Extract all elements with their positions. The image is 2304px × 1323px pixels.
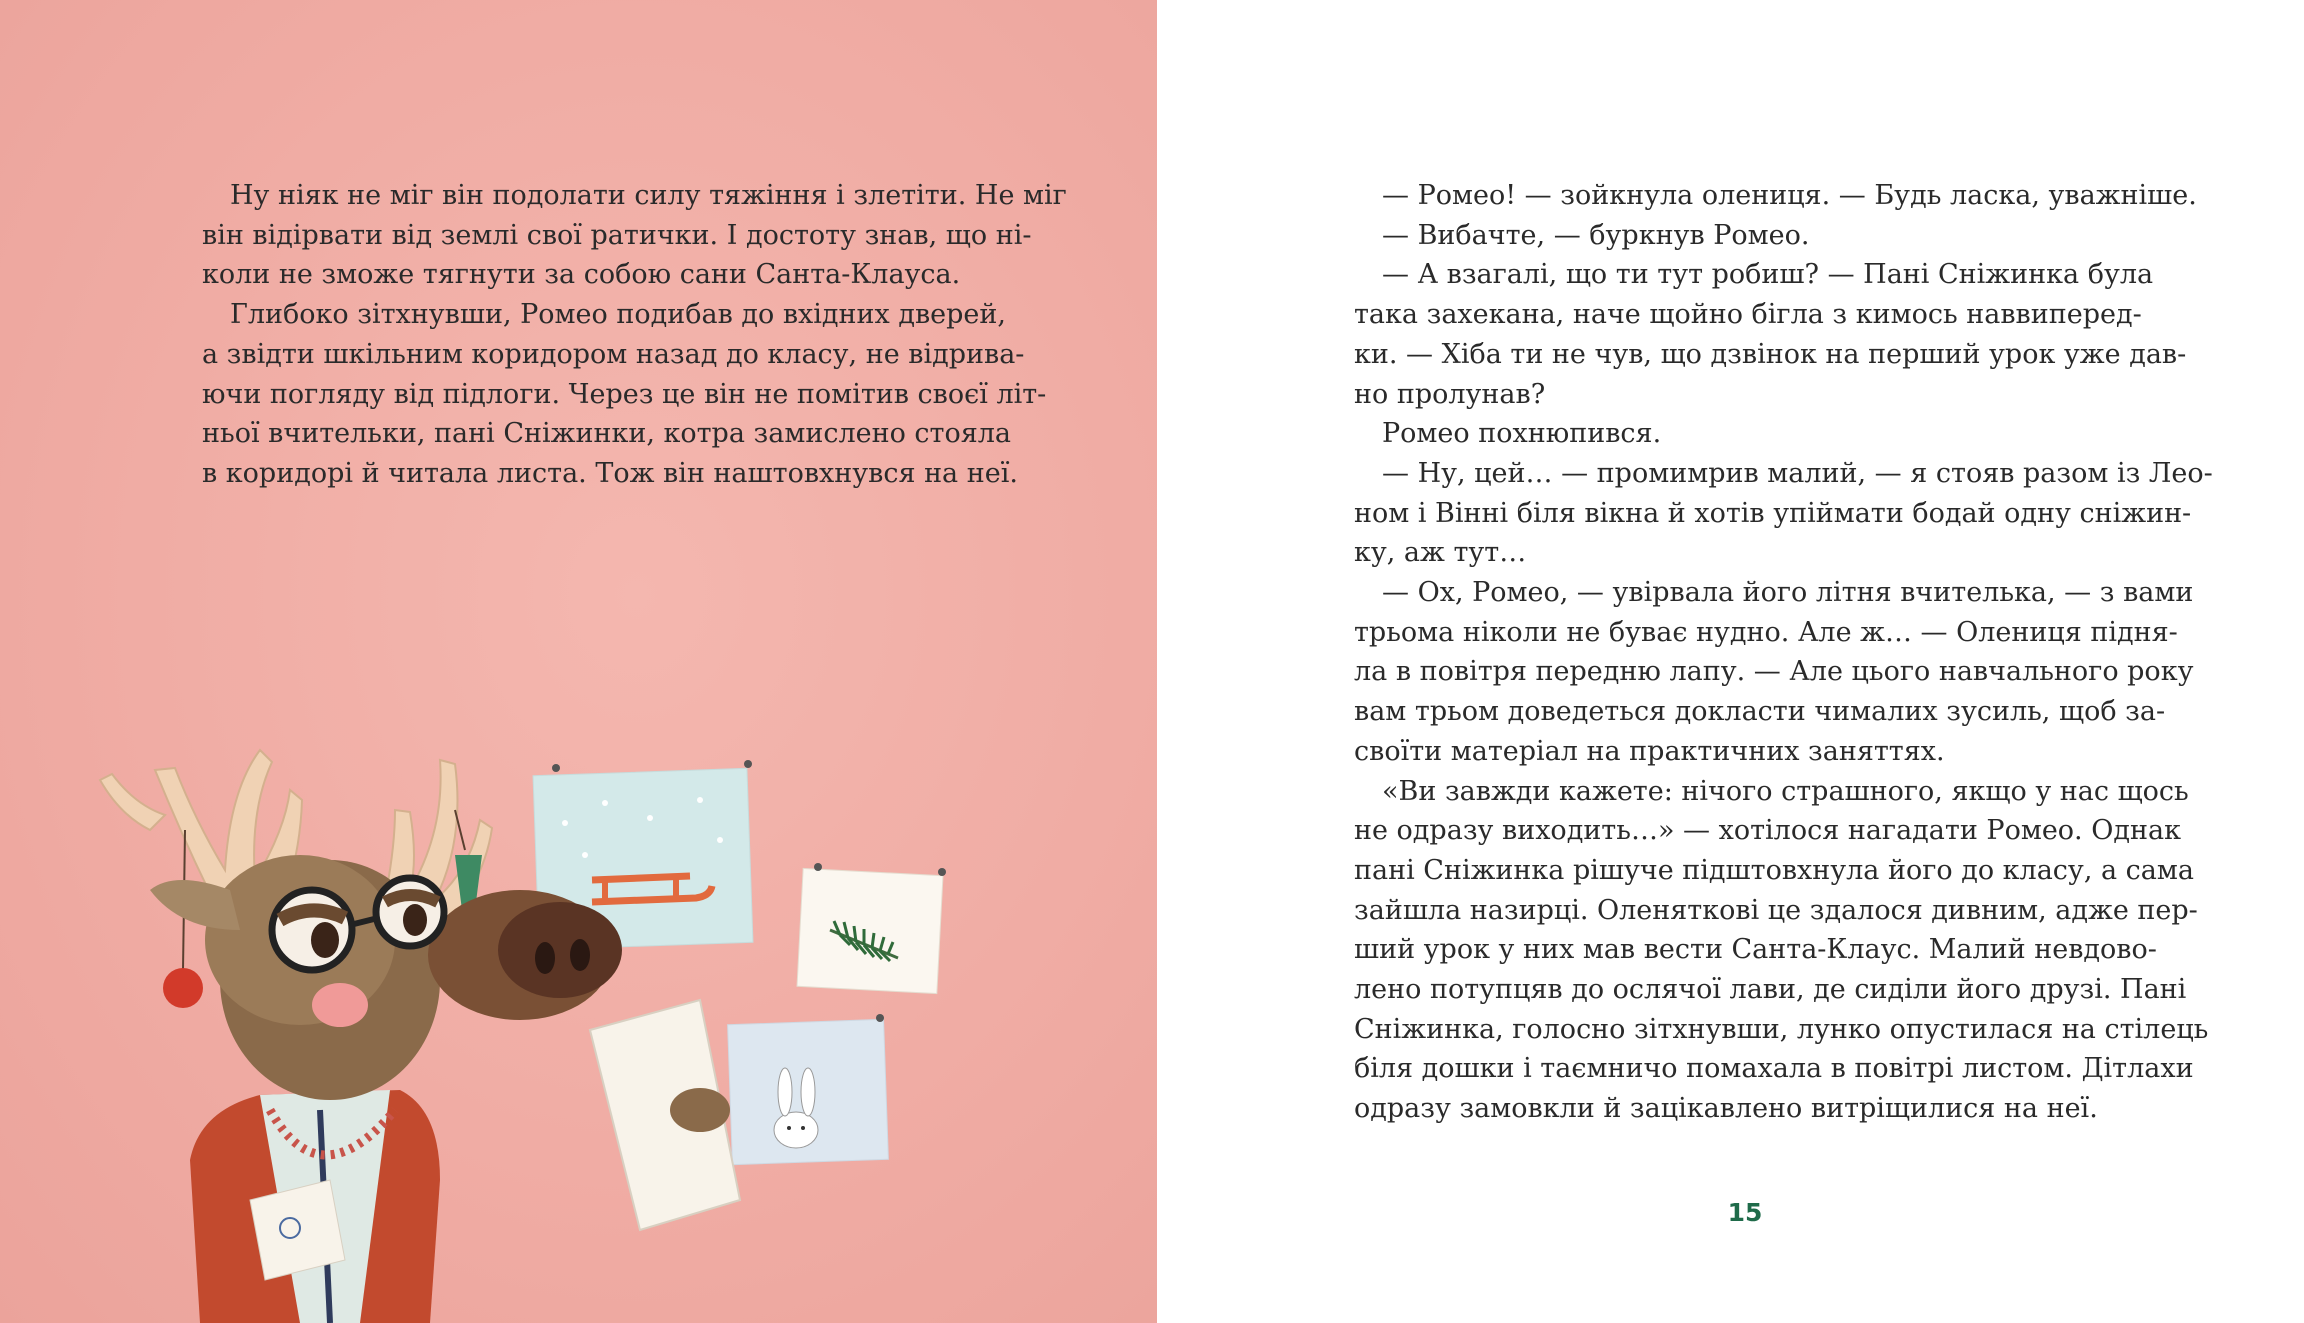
text-line: зайшла назирці. Оленяткові це здалося дивним, адже пер- bbox=[1354, 894, 2198, 926]
text-line: пані Сніжинка рішуче підштовхнула його до класу, а сама bbox=[1354, 854, 2194, 886]
text-line: вам трьом доведеться докласти чималих зусиль, щоб за- bbox=[1354, 696, 2166, 728]
left-page-text bbox=[202, 176, 1067, 494]
text-line: не одразу виходить…» — хотілося нагадати Ромео. Однак bbox=[1354, 815, 2181, 847]
text-line: ку, аж тут… bbox=[1354, 537, 1527, 569]
text-line: но пролунав? bbox=[1354, 378, 1546, 410]
pine-branch-picture bbox=[797, 863, 946, 994]
text-line: біля дошки і таємничо помахала в повітрі листом. Дітлахи bbox=[1354, 1053, 2194, 1085]
text-line: така захекана, наче щойно бігла з кимось наввиперед- bbox=[1354, 299, 2142, 331]
text-line: Сніжинка, голосно зітхнувши, лунко опустилася на стілець bbox=[1354, 1013, 2209, 1045]
text-line: — А взагалі, що ти тут робиш? — Пані Сніжинка була bbox=[1382, 259, 2154, 291]
text-line: ший урок у них мав вести Санта-Клаус. Малий невдово- bbox=[1354, 934, 2157, 966]
text-line: ла в повітря передню лапу. — Але цього навчального року bbox=[1354, 656, 2194, 688]
text-line: ючи погляду від підлоги. Через це він не помітив своєї літ- bbox=[202, 378, 1047, 410]
text-line: ки. — Хіба ти не чув, що дзвінок на перший урок уже дав- bbox=[1354, 338, 2187, 370]
text-line: «Ви завжди кажете: нічого страшного, якщо у нас щось bbox=[1382, 775, 2189, 807]
right-page-text bbox=[1354, 176, 2213, 1129]
text-line: ньої вчительки, пані Сніжинки, котра замислено стояла bbox=[202, 418, 1012, 450]
page-number: 15 bbox=[1727, 1198, 1763, 1227]
text-line: а звідти шкільним коридором назад до класу, не відрива- bbox=[202, 338, 1025, 370]
ornament-icon bbox=[163, 968, 203, 1008]
text-line: в коридорі й читала листа. Тож він наштовхнувся на неї. bbox=[202, 457, 1018, 489]
text-line: одразу замовкли й зацікавлено витріщилися на неї. bbox=[1354, 1093, 2098, 1125]
text-line: ном і Вінні біля вікна й хотів упіймати бодай одну сніжин- bbox=[1354, 497, 2192, 529]
bunny-picture bbox=[728, 1014, 889, 1165]
text-line: трьома ніколи не буває нудно. Але ж… — Олениця підня- bbox=[1354, 616, 2178, 648]
letter-paper bbox=[590, 1000, 740, 1230]
text-line: Ромео похнюпився. bbox=[1382, 418, 1662, 450]
text-line: Ну ніяк не міг він подолати силу тяжіння і злетіти. Не міг bbox=[230, 180, 1067, 211]
text-line: своїти матеріал на практичних заняттях. bbox=[1354, 735, 1945, 767]
text-line: лено потупцяв до ослячої лави, де сиділи його друзі. Пані bbox=[1354, 974, 2187, 1006]
right-page bbox=[1157, 0, 2304, 1323]
text-line: — Ромео! — зойкнула олениця. — Будь ласка, уважніше. bbox=[1382, 180, 2197, 211]
text-line: Глибоко зітхнувши, Ромео подибав до вхідних дверей, bbox=[230, 299, 1006, 331]
text-line: — Ну, цей… — промимрив малий, — я стояв разом із Лео- bbox=[1382, 457, 2213, 489]
text-line: коли не зможе тягнути за собою сани Санта-Клауса. bbox=[202, 259, 961, 291]
reindeer-illustration bbox=[0, 640, 1000, 1323]
text-line: — Вибачте, — буркнув Ромео. bbox=[1382, 219, 1810, 251]
text-line: він відірвати від землі свої ратички. І достоту знав, що ні- bbox=[202, 219, 1032, 251]
text-line: — Ох, Ромео, — увірвала його літня вчителька, — з вами bbox=[1382, 577, 2194, 609]
